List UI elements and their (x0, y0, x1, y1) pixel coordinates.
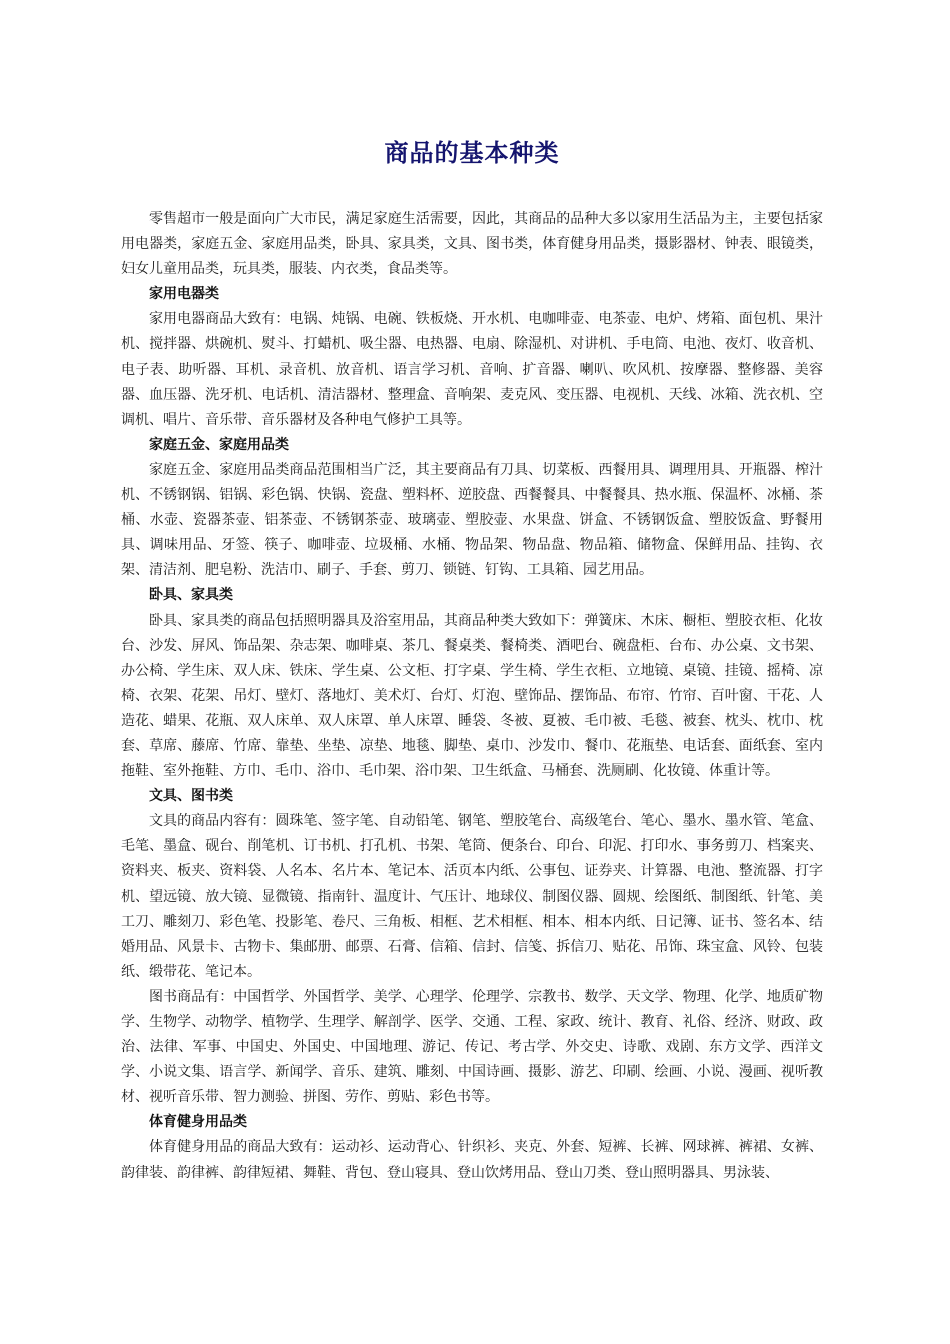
document-title: 商品的基本种类 (384, 139, 560, 167)
section-paragraph: 图书商品有：中国哲学、外国哲学、美学、心理学、伦理学、宗教书、数学、天文学、物理、化学、地质矿物学、生物学、动物学、植物学、生理学、解剖学、医学、交通、工程、家政、统计、教育、礼俗、经济、财政、政治、法律、军事、中国史、外国史、中国地理、游记、传记、考古学、外交史、诗歌、戏剧、东方文学、西洋文学、小说文集、语言学、新闻学、音乐、建筑、雕刻、中国诗画、摄影、游艺、印刷、绘画、小说、漫画、视听教材、视听音乐带、智力测验、拼图、劳作、剪贴、彩色书等。 (121, 988, 823, 1106)
section-paragraph: 家庭五金、家庭用品类商品范围相当广泛，其主要商品有刀具、切菜板、西餐用具、调理用具、开瓶器、榨汁机、不锈钢锅、铝锅、彩色锅、快锅、瓷盘、塑料杯、逆胶盘、西餐餐具、中餐餐具、热水瓶、保温杯、冰桶、茶桶、水壶、瓷器茶壶、铝茶壶、不锈钢茶壶、玻璃壶、塑胶壶、水果盘、饼盒、不锈钢饭盒、塑胶饭盒、野餐用具、调味用品、牙签、筷子、咖啡壶、垃圾桶、水桶、物品架、物品盘、物品箱、储物盒、保鲜用品、挂钩、衣架、清洁剂、肥皂粉、洗洁巾、刷子、手套、剪刀、锁链、钉钩、工具箱、园艺用品。 (121, 461, 823, 579)
section-stationery-books (121, 784, 823, 1110)
section-heading: 文具、图书类 (149, 788, 233, 805)
section-paragraph: 体育健身用品的商品大致有：运动衫、运动背心、针织衫、夹克、外套、短裤、长裤、网球裤、裤裙、女裤、韵律装、韵律裤、韵律短裙、舞鞋、背包、登山寝具、登山饮烤用品、登山刀类、登山照明器具、男泳装、 (121, 1139, 823, 1181)
section-heading: 卧具、家具类 (149, 587, 233, 604)
section-household-appliances (121, 282, 823, 433)
document-body (121, 207, 823, 1186)
section-heading: 家用电器类 (149, 286, 219, 303)
section-heading: 家庭五金、家庭用品类 (149, 436, 289, 453)
section-paragraph: 家用电器商品大致有：电锅、炖锅、电碗、铁板烧、开水机、电咖啡壶、电茶壶、电炉、烤箱、面包机、果汁机、搅拌器、烘碗机、熨斗、打蜡机、吸尘器、电热器、电扇、除湿机、对讲机、手电筒、电池、夜灯、收音机、电子表、助听器、耳机、录音机、放音机、语言学习机、音响、扩音器、喇叭、吹风机、按摩器、整修器、美容器、血压器、洗牙机、电话机、清洁器材、整理盒、音响架、麦克风、变压器、电视机、天线、冰箱、洗衣机、空调机、唱片、音乐带、音乐器材及各种电气修护工具等。 (121, 311, 823, 428)
section-paragraph: 卧具、家具类的商品包括照明器具及浴室用品，其商品种类大致如下：弹簧床、木床、橱柜、塑胶衣柜、化妆台、沙发、屏风、饰品架、杂志架、咖啡桌、茶几、餐桌类、餐椅类、酒吧台、碗盘柜、台布、办公桌、文书架、办公椅、学生床、双人床、铁床、学生桌、公文柜、打字桌、学生椅、学生衣柜、立地镜、桌镜、挂镜、摇椅、凉椅、衣架、花架、吊灯、壁灯、落地灯、美术灯、台灯、灯泡、壁饰品、摆饰品、布帘、竹帘、百叶窗、干花、人造花、蜡果、花瓶、双人床单、双人床罩、单人床罩、睡袋、冬被、夏被、毛巾被、毛毯、被套、枕头、枕巾、枕套、草席、藤席、竹席、靠垫、坐垫、凉垫、地毯、脚垫、桌巾、沙发巾、餐巾、花瓶垫、电话套、面纸套、室内拖鞋、室外拖鞋、方巾、毛巾、浴巾、毛巾架、浴巾架、卫生纸盒、马桶套、洗厕刷、化妆镜、体重计等。 (121, 612, 823, 780)
section-hardware-household-goods (121, 433, 823, 584)
section-sports-fitness (121, 1110, 823, 1185)
section-bedding-furniture (121, 583, 823, 784)
section-paragraph: 文具的商品内容有：圆珠笔、签字笔、自动铅笔、钢笔、塑胶笔台、高级笔台、笔心、墨水、墨水管、笔盒、毛笔、墨盒、砚台、削笔机、订书机、打孔机、书架、笔筒、便条台、印台、印泥、打印水、事务剪刀、档案夹、资料夹、板夹、资料袋、人名本、名片本、笔记本、活页本内纸、公事包、证券夹、计算器、电池、整流器、打字机、望远镜、放大镜、显微镜、指南针、温度计、气压计、地球仪、制图仪器、圆规、绘图纸、制图纸、针笔、美工刀、雕刻刀、彩色笔、投影笔、卷尺、三角板、相框、艺术相框、相本、相本内纸、日记簿、证书、签名本、结婚用品、风景卡、古物卡、集邮册、邮票、石膏、信箱、信封、信笺、拆信刀、贴花、吊饰、珠宝盒、风铃、包装纸、缎带花、笔记本。 (121, 813, 823, 980)
intro-paragraph: 零售超市一般是面向广大市民，满足家庭生活需要，因此，其商品的品种大多以家用生活品为主，主要包括家用电器类，家庭五金、家庭用品类，卧具、家具类，文具、图书类，体育健身用品类，摄影器材、钟表、眼镜类，妇女儿童用品类，玩具类，服装、内衣类，食品类等。 (121, 211, 823, 278)
section-heading: 体育健身用品类 (149, 1114, 247, 1131)
